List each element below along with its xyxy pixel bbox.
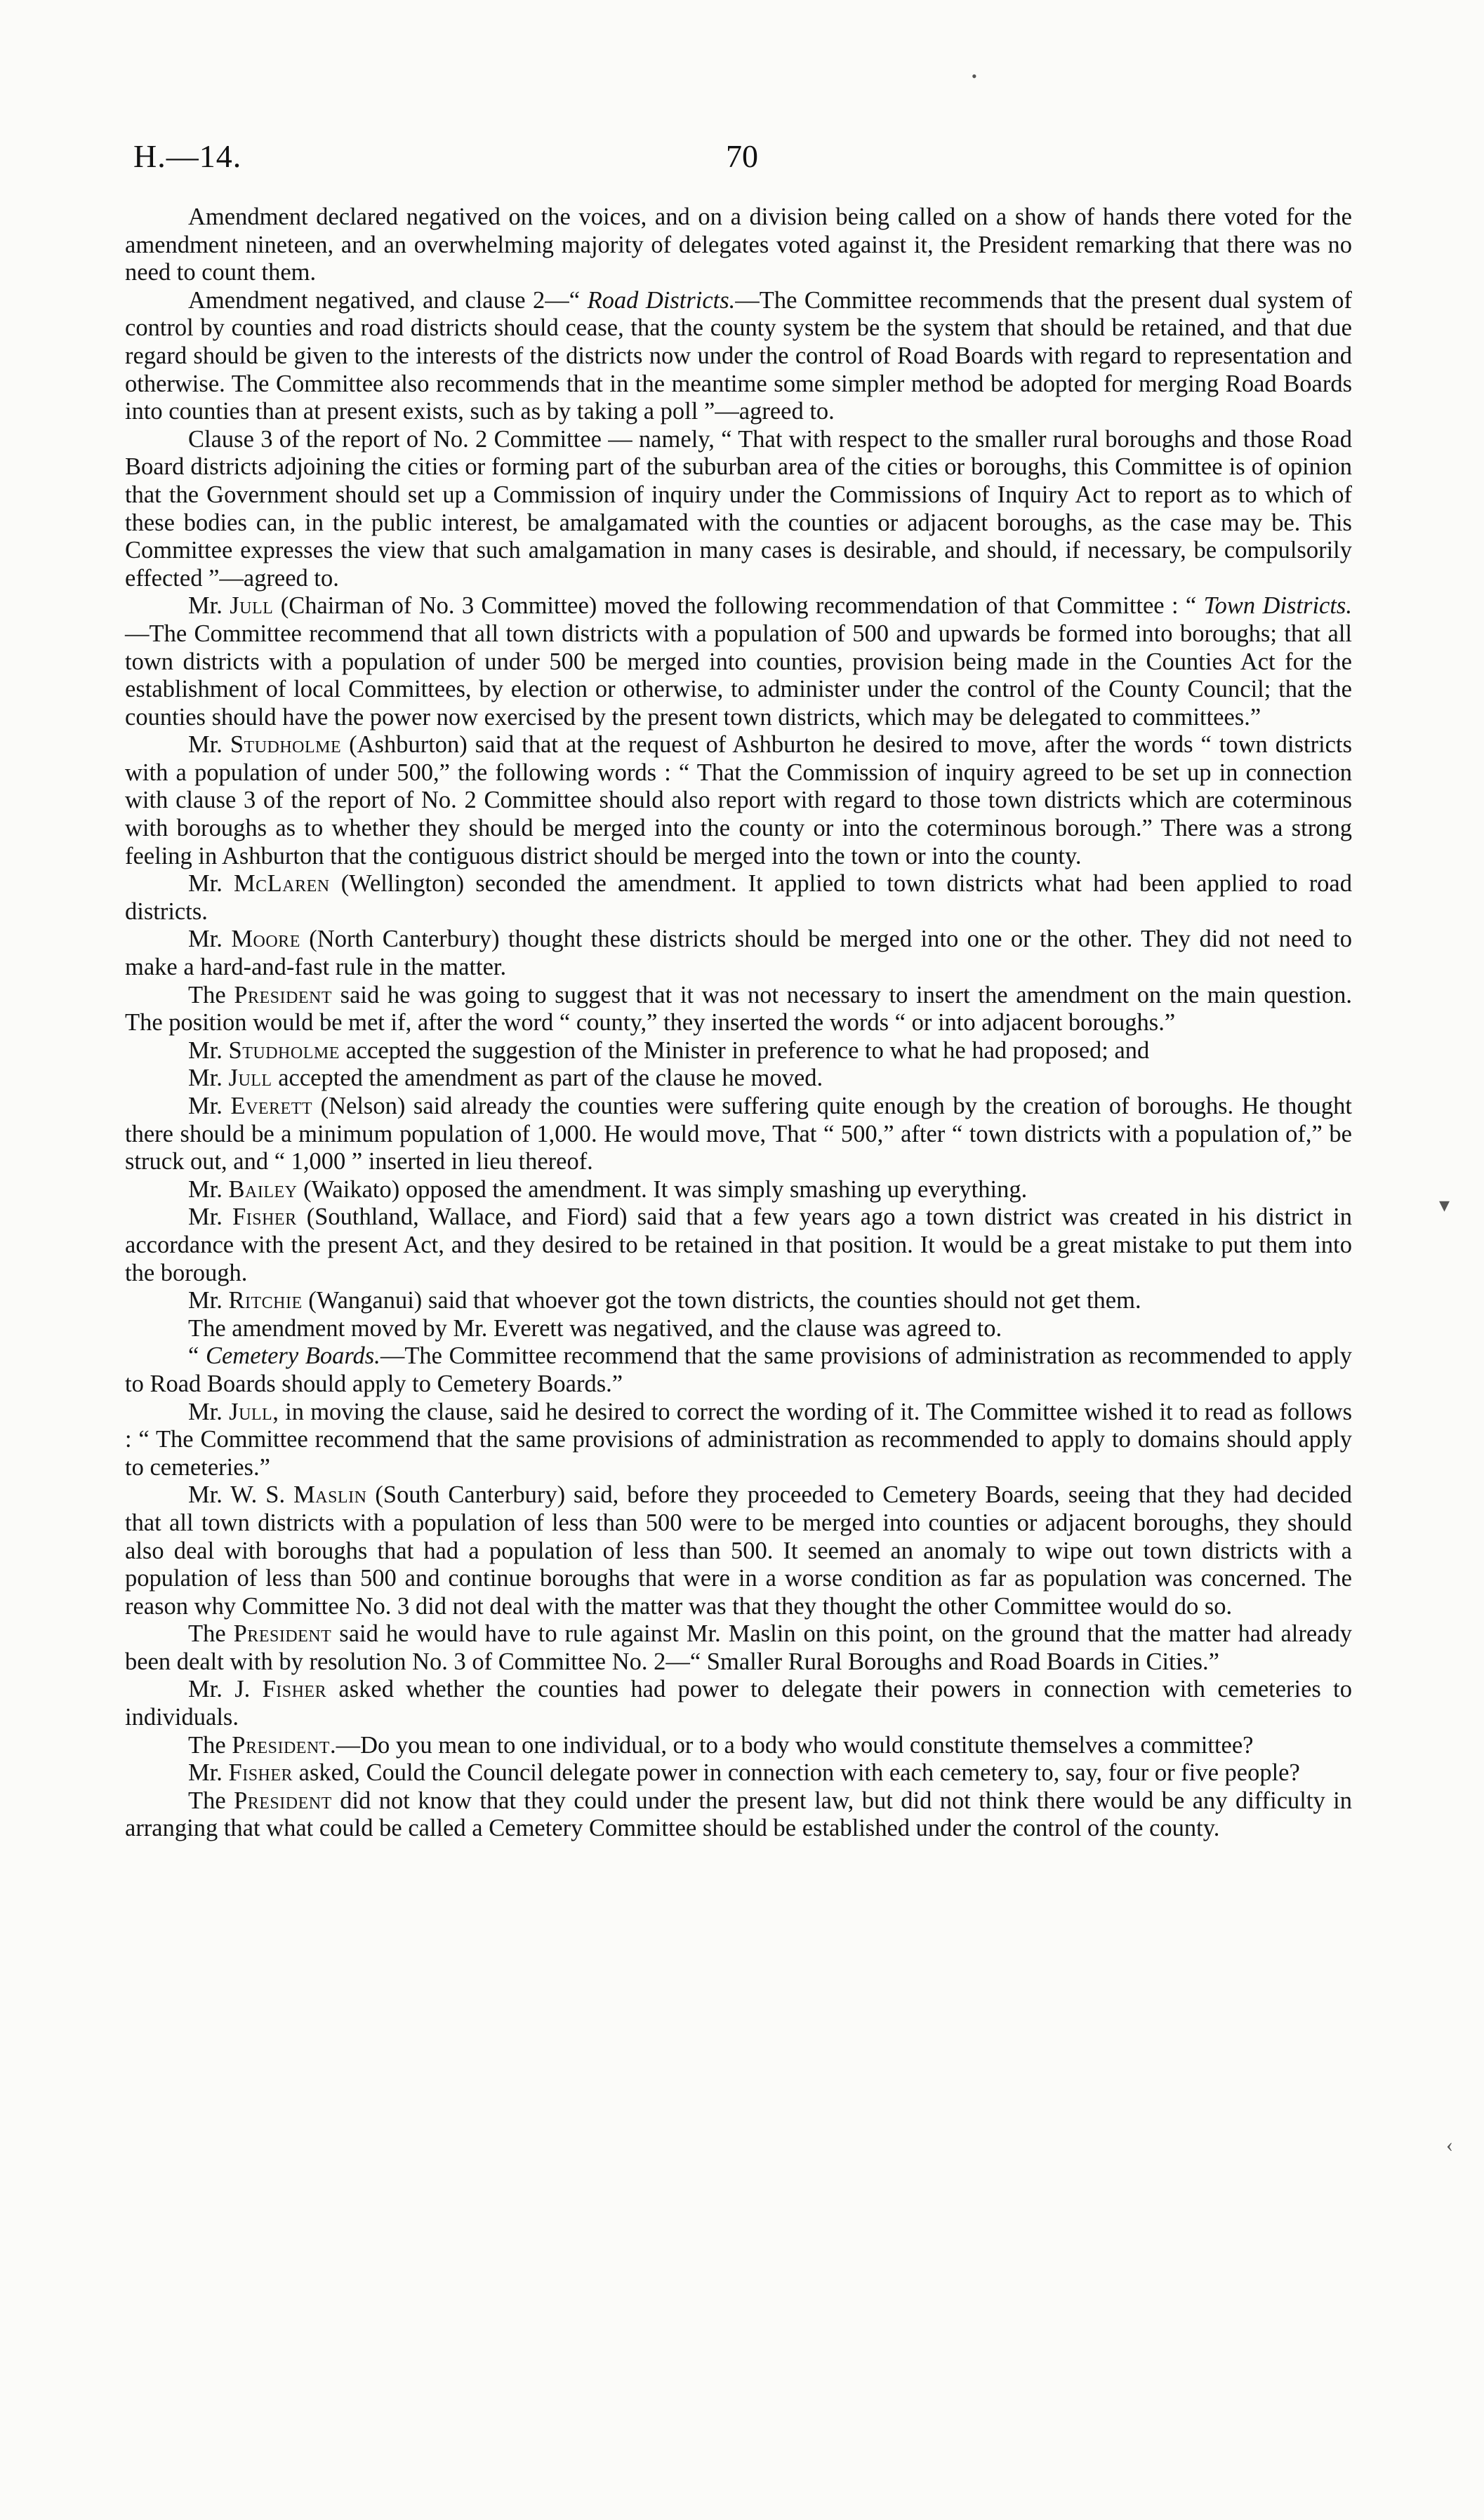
paragraph-text: “ — [188, 1342, 206, 1370]
paragraph — [125, 1176, 1352, 1204]
paragraph — [125, 1342, 1352, 1398]
paragraph-text: (Southland, Wallace, and Fiord) said that a few years ago a town district was created in his district in accordance with the present Act, and they desired to be retained in that position. It would be a great mistake to put them into the borough. — [125, 1204, 1352, 1286]
paragraph — [125, 1093, 1352, 1176]
paragraph — [125, 982, 1352, 1037]
paragraph — [125, 1676, 1352, 1731]
speaker-name: Ritchie — [228, 1287, 303, 1314]
paragraph — [125, 870, 1352, 926]
paragraph-text: accepted the amendment as part of the clause he moved. — [272, 1065, 823, 1092]
speaker-name: President — [233, 1620, 332, 1648]
paragraph-text: Clause 3 of the report of No. 2 Committee — namely, “ That with respect to the smaller rural boroughs and those Road Board districts adjoining the cities or forming part of the suburban area of the cities or boroughs, this Committee is of opinion that the Government should set up a Commission of inquiry under the Commissions of Inquiry Act to report as to which of these bodies can, in the public interest, be amalgamated with the counties or adjacent boroughs, as the case may be. This Committee expresses the view that such amalgamation in many cases is desirable, and should, if necessary, be compulsorily effected ”—agreed to. — [125, 425, 1352, 592]
paragraph-text: (Wanganui) said that whoever got the town districts, the counties should not get them. — [302, 1287, 1141, 1314]
paragraph-text: (Ashburton) said that at the request of Ashburton he desired to move, after the words “ town districts with a population of under 500,” the following words : “ That the Commission of inquiry agreed to be set up in connection with clause 3 of the report of No. 2 Committee should also report with regard to those town districts which are coterminous with boroughs as to whether they should be merged into the county or into the coterminous borough.” There was a strong feeling in Ashburton that the contiguous district should be merged into the town or into the county. — [125, 731, 1352, 869]
paragraph-text: Mr. W. S. — [188, 1481, 294, 1509]
paragraph — [125, 1759, 1352, 1787]
paragraph-text: The — [188, 981, 234, 1008]
paragraph — [125, 1399, 1352, 1482]
page-header — [128, 138, 1356, 180]
speaker-name: McLaren — [234, 870, 330, 898]
paragraph-text: asked whether the counties had power to delegate their powers in connection with cemeteries to individuals. — [125, 1676, 1352, 1731]
speaker-name: Bailey — [228, 1175, 298, 1203]
speaker-name: Jull — [228, 1065, 272, 1092]
paragraph-text: said he was going to suggest that it was not necessary to insert the amendment on the main question. The position would be met if, after the word “ county,” they inserted the words “ or into adjacent boroughs.” — [125, 981, 1352, 1036]
paragraph-text: Mr. J. — [188, 1676, 263, 1703]
speaker-name: Studholme — [228, 1036, 340, 1064]
page-number: 70 — [726, 138, 758, 174]
page-mark-dot: • — [972, 67, 977, 85]
paragraph-text: Mr. — [188, 1287, 229, 1314]
margin-mark: ▾ — [1439, 1194, 1450, 1217]
paragraph-text: said he would have to rule against Mr. Maslin on this point, on the ground that the matter had already been dealt with by resolution No. 3 of Committee No. 2—“ Smaller Rural Boroughs and Road Boards in Cities.” — [125, 1620, 1352, 1675]
paragraph-text: —The Committee recommends that the present dual system of control by counties and road districts should cease, that the county system be the system that should be retained, and that due regard should be given to the interests of the districts now under the control of Road Boards with regard to representation and otherwise. The Committee also recommends that in the meantime some simpler method be adopted for merging Road Boards into counties than at present exists, such as by taking a poll ”—agreed to. — [125, 286, 1353, 425]
paragraph-text: , in moving the clause, said he desired to correct the wording of it. The Committee wished it to read as follows : “ The Committee recommend that the same provisions of administration as recommended to apply to domains should apply to cemeteries.” — [125, 1398, 1353, 1481]
paragraph — [125, 287, 1352, 426]
italic-heading: Town Districts. — [1203, 592, 1352, 620]
paragraph — [125, 1204, 1352, 1287]
paragraph-text: The amendment moved by Mr. Everett was negatived, and the clause was agreed to. — [188, 1314, 1002, 1342]
document-body — [125, 204, 1352, 1843]
paragraph-text: Amendment declared negatived on the voices, and on a division being called on a show of hands there voted for the amendment nineteen, and an overwhelming majority of delegates voted against it, the President remarking that there was no need to count them. — [125, 204, 1352, 286]
paragraph-text: (Chairman of No. 3 Committee) moved the following recommendation of that Committee : “ — [273, 592, 1204, 620]
italic-heading: Road Districts. — [587, 286, 736, 314]
paragraph-text: Mr. — [188, 731, 230, 759]
paragraph — [125, 1287, 1352, 1315]
paragraph-text: —The Committee recommend that the same provisions of administration as recommended to apply to Road Boards should apply to Cemetery Boards.” — [125, 1342, 1352, 1397]
paragraph-text: Amendment negatived, and clause 2—“ — [188, 286, 588, 314]
paragraph-text: (Wellington) seconded the amendment. It applied to town districts what had been applied to road districts. — [125, 870, 1352, 925]
paragraph-text: Mr. — [188, 870, 234, 898]
paragraph-text: asked, Could the Council delegate power in connection with each cemetery to, say, four or five people? — [293, 1759, 1300, 1787]
paragraph-text: The — [188, 1787, 234, 1814]
paragraph-text: Mr. — [188, 1036, 229, 1064]
speaker-name: Studholme — [230, 731, 342, 759]
paragraph-text: (Waikato) opposed the amendment. It was simply smashing up everything. — [297, 1175, 1028, 1203]
paragraph — [125, 1787, 1352, 1843]
paragraph — [125, 1732, 1352, 1760]
paragraph-text: —The Committee recommend that all town districts with a population of 500 and upwards be formed into boroughs; that all town districts with a population of under 500 be merged into counties, provision being made in the Counties Act for the establishment of local Committees, by election or otherwise, to administer under the control of the County Council; that the counties should have the power now exercised by the present town districts, which may be delegated to committees.” — [125, 620, 1352, 731]
speaker-name: Fisher — [232, 1204, 297, 1231]
italic-heading: Cemetery Boards. — [205, 1342, 380, 1370]
paragraph-text: accepted the suggestion of the Minister in preference to what he had proposed; and — [339, 1036, 1150, 1064]
speaker-name: Jull — [230, 592, 274, 620]
document-code: H.—14. — [133, 138, 242, 174]
paragraph-text: Mr. — [188, 1759, 229, 1787]
paragraph-text: Mr. — [188, 1093, 231, 1119]
speaker-name: President — [234, 981, 332, 1008]
speaker-name: Fisher — [228, 1759, 293, 1787]
paragraph-text: (North Canterbury) thought these districts should be merged into one or the other. They did not need to make a hard-and-fast rule in the matter. — [125, 926, 1352, 981]
paragraph — [125, 592, 1352, 731]
paragraph-text: Mr. — [188, 592, 230, 620]
paragraph-text: .—Do you mean to one individual, or to a body who would constitute themselves a committee? — [329, 1731, 1254, 1759]
speaker-name: Everett — [230, 1093, 313, 1119]
paragraph-text: (South Canterbury) said, before they proceeded to Cemetery Boards, seeing that they had decided that all town districts with a population of less than 500 were to be merged into counties or adjacent boroughs, they should also deal with boroughs that had a population of less than 500. It seemed an anomaly to wipe out town districts with a population of less than 500 and continue boroughs that were in a worse condition as far as population was concerned. The reason why Committee No. 3 did not deal with the matter was that they thought the other Committee would do so. — [125, 1481, 1352, 1620]
paragraph — [125, 926, 1352, 981]
paragraph — [125, 1481, 1352, 1620]
paragraph — [125, 1065, 1352, 1093]
speaker-name: President — [234, 1787, 332, 1814]
paragraph-text: The — [188, 1731, 232, 1759]
paragraph-text: Mr. — [188, 1175, 229, 1203]
paragraph — [125, 204, 1352, 287]
speaker-name: President — [232, 1731, 330, 1759]
margin-mark: ‹ — [1446, 2133, 1453, 2156]
paragraph — [125, 426, 1352, 593]
paragraph-text: (Nelson) said already the counties were suffering quite enough by the creation of boroughs. He thought there should be a minimum population of 1,000. He would move, That “ 500,” after “ town districts with a population of,” be struck out, and “ 1,000 ” inserted in lieu thereof. — [125, 1093, 1353, 1175]
paragraph-text: did not know that they could under the present law, but did not think there would be any difficulty in arranging that what could be called a Cemetery Committee should be established under the control of the county. — [125, 1787, 1352, 1842]
paragraph-text: Mr. — [188, 1204, 233, 1231]
paragraph-text: Mr. — [188, 1065, 229, 1092]
speaker-name: Maslin — [293, 1481, 367, 1509]
speaker-name: Fisher — [262, 1676, 327, 1703]
speaker-name: Jull — [229, 1398, 273, 1425]
paragraph-text: The — [188, 1620, 234, 1648]
paragraph — [125, 731, 1352, 870]
paragraph-text: Mr. — [188, 1398, 230, 1425]
paragraph-text: Mr. — [188, 926, 232, 953]
paragraph — [125, 1620, 1352, 1676]
paragraph — [125, 1315, 1352, 1343]
speaker-name: Moore — [231, 926, 300, 953]
paragraph — [125, 1037, 1352, 1065]
